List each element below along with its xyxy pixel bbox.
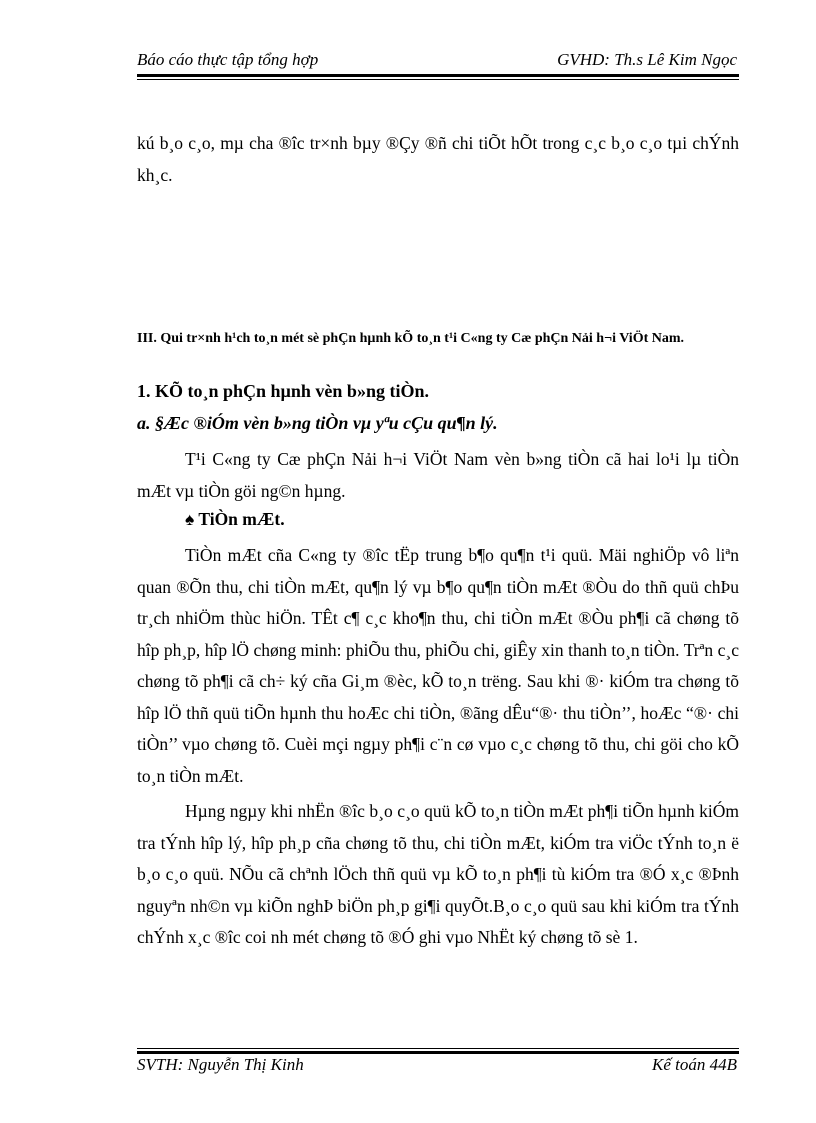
footer-class: Kế toán 44B — [652, 1055, 737, 1074]
bullet-cash: ♠ TiÒn mÆt. — [185, 509, 285, 529]
footer-rule-thin — [137, 1048, 739, 1049]
section-heading-iii: III. Qui tr×nh h¹ch to¸n mét sè phÇn hµnh kÕ to¸n t¹i C«ng ty Cæ phÇn Nải h¬i ViÖt Nam. — [137, 331, 685, 346]
paragraph-cash-management: TiÒn mÆt cña C«ng ty ®îc tËp trung b¶o qu¶n t¹i quü. Mäi nghiÖp vô liªn quan ®Õn thu, chi tiÒn mÆt, qu¶n lý vµ b¶o qu¶n tiÒn mÆt ®Òu do thñ quü chÞu tr¸ch nhiÖm thùc hiÖn. TÊt c¶ c¸c kho¶n thu, chi tiÒn mÆt ®Òu ph¶i cã chøng tõ hîp ph¸p, hîp lÖ chøng minh: phiÕu thu, phiÕu chi, giÊy xin thanh to¸n tiÒn. Trªn c¸c chøng tõ ph¶i cã ch÷ ký cña Gi¸m ®èc, kÕ to¸n trëng. Sau khi ®· kiÓm tra chøng tõ hîp lÖ thñ quü tiÕn hµnh thu hoÆc chi tiÒn, ®ãng dÊu“®· thu tiÒn’’, hoÆc “®· chi tiÒn’’ vµo chøng tõ. Cuèi mçi ngµy ph¶i c¨n cø vµo c¸c chøng tõ thu, chi göi cho kÕ to¸n tiÒn mÆt. — [137, 545, 739, 786]
paragraph-daily-check: Hµng ngµy khi nhËn ®îc b¸o c¸o quü kÕ to¸n tiÒn mÆt ph¶i tiÕn hµnh kiÓm tra tÝnh hîp lý, hîp ph¸p cña chøng tõ thu, chi tiÒn mÆt, kiÓm tra viÖc tÝnh to¸n ë b¸o c¸o quü. NÕu cã chªnh lÖch thñ quü vµ kÕ to¸n ph¶i tù kiÓm tra ®Ó x¸c ®Þnh nguyªn nh©n vµ kiÕn nghÞ biÖn ph¸p gi¶i quyÕt.B¸o c¸o quü sau khi kiÓm tra tÝnh chÝnh x¸c ®îc coi nh mét chøng tõ ®Ó ghi vµo NhËt ký chøng tõ sè 1. — [137, 801, 739, 947]
page-footer — [137, 1055, 737, 1079]
paragraph-intro: kú b¸o c¸o, mµ cha ®îc tr×nh bµy ®Çy ®ñ chi tiÕt hÕt trong c¸c b¸o c¸o tµi chÝnh kh¸c. — [137, 133, 739, 185]
heading-cash-accounting: 1. KÕ to¸n phÇn hµnh vèn b»ng tiÒn. — [137, 381, 429, 401]
paragraph-cash-types: T¹i C«ng ty Cæ phÇn Nải h¬i ViÖt Nam vèn b»ng tiÒn cã hai lo¹i lµ tiÒn mÆt vµ tiÒn göi ng©n hµng. — [137, 449, 739, 501]
header-rule-thin — [137, 79, 739, 80]
subheading-characteristics: a. §Æc ®iÓm vèn b»ng tiÒn vµ yªu cÇu qu¶n lý. — [137, 413, 498, 433]
header-report-title: Báo cáo thực tập tổng hợp — [137, 50, 319, 69]
footer-student: SVTH: Nguyễn Thị Kinh — [137, 1055, 304, 1074]
page-header — [137, 48, 737, 72]
header-rule-thick — [137, 74, 739, 77]
header-supervisor: GVHD: Th.s Lê Kim Ngọc — [557, 50, 737, 69]
footer-rule-thick — [137, 1051, 739, 1054]
